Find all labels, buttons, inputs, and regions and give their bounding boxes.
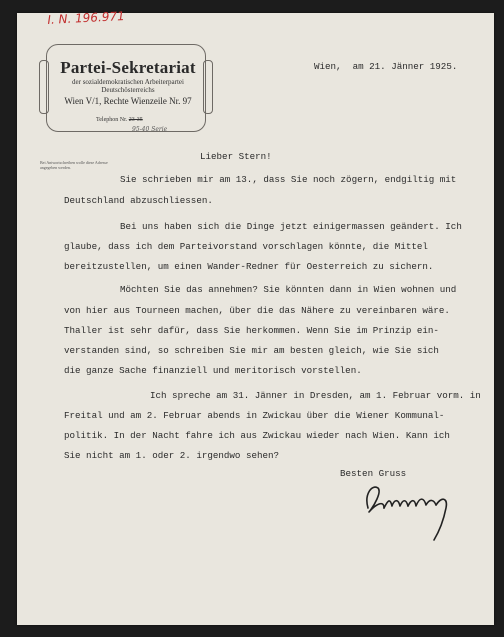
body-line: politik. In der Nacht fahre ich aus Zwickau wieder nach Wien. Kann ich [64,430,450,441]
phone-handwritten: 95-40 Serie [132,126,168,133]
body-line: Möchten Sie das annehmen? Sie könnten dann in Wien wohnen und [120,284,457,295]
body-line: Sie nicht am 1. oder 2. irgendwo sehen? [64,450,280,461]
body-line: Ich spreche am 31. Jänner in Dresden, am 1. Februar vorm. in [150,390,481,401]
body-line: Bei uns haben sich die Dinge jetzt einigermassen geändert. Ich [120,221,462,232]
reply-note: Bei Antwortschreiben wolle diese Adresse angegeben werden. [40,160,108,170]
letterhead-subtitle-line2: Deutschösterreichs [101,86,155,94]
body-line: Deutschland abzuschliessen. [64,195,213,206]
salutation: Lieber Stern! [200,151,272,162]
phone-old-number: 23-35 [128,117,143,123]
phone-label: Telephon Nr. [96,117,128,123]
letterhead-title: Partei-Sekretariat [60,58,196,77]
body-line: Sie schrieben mir am 13., dass Sie noch zögern, endgiltig mit [120,174,457,185]
archive-number: I. N. 196.971 [47,8,126,27]
letter-date: Wien, am 21. Jänner 1925. [314,61,458,72]
body-line: glaube, dass ich dem Parteivorstand vorschlagen könnte, die Mittel [64,241,428,252]
letterhead-subtitle [56,78,200,94]
letterhead-subtitle-line1: der sozialdemokratischen Arbeiterpartei [72,78,184,86]
letterhead-phone [96,117,143,123]
body-line: Thaller ist sehr dafür, dass Sie herkommen. Wenn Sie im Prinzip ein- [64,325,439,336]
body-line: Freital und am 2. Februar abends in Zwickau über die Wiener Kommunal- [64,410,445,421]
letterhead-frame-right [203,60,213,114]
body-line: verstanden sind, so schreiben Sie mir am besten gleich, wie Sie sich [64,345,439,356]
body-line: bereitzustellen, um einen Wander-Redner für Oesterreich zu sichern. [64,261,434,272]
body-line: die ganze Sache finanziell und meritorisch vorstellen. [64,365,362,376]
letterhead-address: Wien V/1, Rechte Wienzeile Nr. 97 [64,96,192,106]
letterhead-frame-left [39,60,49,114]
signature-image [360,478,456,544]
body-line: von hier aus Tourneen machen, über die das Nähere zu vereinbaren wäre. [64,305,450,316]
closing: Besten Gruss [340,468,407,479]
